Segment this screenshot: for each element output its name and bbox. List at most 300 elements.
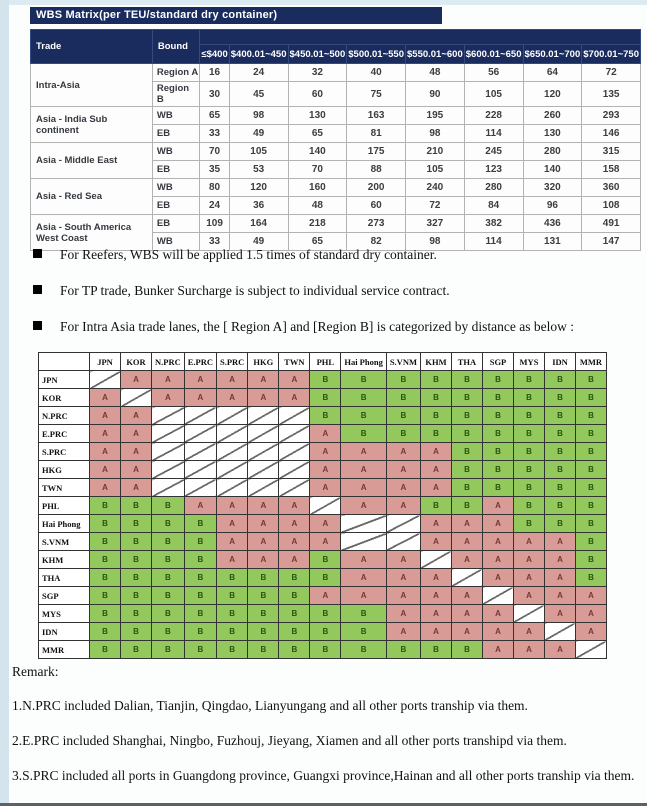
matrix-cell-region-b: B bbox=[121, 569, 152, 587]
matrix-row bbox=[39, 569, 607, 587]
bound-cell: EB bbox=[152, 197, 200, 215]
matrix-cell-not-applicable bbox=[482, 587, 513, 605]
matrix-cell-region-b: B bbox=[575, 515, 606, 533]
rate-value-cell: 98 bbox=[229, 107, 288, 125]
matrix-row bbox=[39, 533, 607, 551]
matrix-cell-region-b: B bbox=[90, 497, 121, 515]
matrix-col-header: KHM bbox=[420, 353, 451, 371]
col-header-price-range: $550.01~600 bbox=[406, 45, 465, 64]
matrix-cell-region-b: B bbox=[152, 569, 185, 587]
matrix-cell-region-a: A bbox=[310, 479, 341, 497]
rate-table-row bbox=[31, 143, 641, 161]
matrix-row-header: Hai Phong bbox=[39, 515, 90, 533]
matrix-cell-region-a: A bbox=[544, 551, 575, 569]
matrix-cell-region-b: B bbox=[341, 605, 387, 623]
matrix-cell-not-applicable bbox=[184, 461, 216, 479]
rate-value-cell: 105 bbox=[464, 82, 523, 107]
matrix-row-header: S.VNM bbox=[39, 533, 90, 551]
rate-value-cell: 45 bbox=[229, 82, 288, 107]
matrix-cell-region-b: B bbox=[513, 407, 544, 425]
rate-value-cell: 260 bbox=[523, 107, 582, 125]
rate-value-cell: 245 bbox=[464, 143, 523, 161]
matrix-cell-region-b: B bbox=[513, 497, 544, 515]
matrix-cell-region-a: A bbox=[279, 371, 310, 389]
matrix-cell-not-applicable bbox=[217, 443, 248, 461]
matrix-cell-region-b: B bbox=[341, 389, 387, 407]
rate-value-cell: 88 bbox=[347, 161, 406, 179]
bound-cell: Region B bbox=[152, 82, 200, 107]
bullet-square-icon bbox=[33, 285, 42, 294]
matrix-cell-region-b: B bbox=[152, 497, 185, 515]
rate-value-cell: 48 bbox=[288, 197, 347, 215]
matrix-cell-not-applicable bbox=[279, 425, 310, 443]
matrix-cell-region-b: B bbox=[386, 425, 420, 443]
rate-value-cell: 109 bbox=[200, 215, 229, 233]
matrix-row bbox=[39, 551, 607, 569]
rate-value-cell: 146 bbox=[582, 125, 641, 143]
matrix-cell-region-b: B bbox=[575, 407, 606, 425]
matrix-row-header: KOR bbox=[39, 389, 90, 407]
matrix-cell-region-a: A bbox=[184, 497, 216, 515]
region-matrix-head bbox=[39, 353, 607, 371]
matrix-cell-region-b: B bbox=[482, 425, 513, 443]
matrix-cell-region-b: B bbox=[513, 443, 544, 461]
matrix-cell-region-a: A bbox=[310, 425, 341, 443]
matrix-row bbox=[39, 389, 607, 407]
trade-cell: Intra-Asia bbox=[31, 64, 153, 107]
rate-value-cell: 33 bbox=[200, 233, 229, 251]
matrix-cell-not-applicable bbox=[248, 461, 279, 479]
matrix-cell-not-applicable bbox=[152, 425, 185, 443]
matrix-cell-region-b: B bbox=[513, 479, 544, 497]
matrix-cell-region-a: A bbox=[90, 389, 121, 407]
matrix-cell-region-a: A bbox=[248, 371, 279, 389]
matrix-row bbox=[39, 371, 607, 389]
matrix-col-header: E.PRC bbox=[184, 353, 216, 371]
rate-value-cell: 82 bbox=[347, 233, 406, 251]
matrix-cell-region-b: B bbox=[90, 569, 121, 587]
matrix-cell-not-applicable bbox=[575, 641, 606, 659]
matrix-cell-region-b: B bbox=[544, 461, 575, 479]
rate-value-cell: 60 bbox=[347, 197, 406, 215]
matrix-cell-not-applicable bbox=[248, 425, 279, 443]
matrix-col-header: Hai Phong bbox=[341, 353, 387, 371]
matrix-cell-region-b: B bbox=[90, 623, 121, 641]
matrix-cell-region-a: A bbox=[217, 551, 248, 569]
matrix-cell-region-a: A bbox=[420, 479, 451, 497]
rate-value-cell: 72 bbox=[582, 64, 641, 82]
note-text: For Reefers, WBS will be applied 1.5 times of standard dry container. bbox=[60, 247, 437, 262]
wbs-rate-table bbox=[30, 29, 641, 251]
matrix-cell-region-b: B bbox=[279, 569, 310, 587]
matrix-cell-region-b: B bbox=[451, 407, 482, 425]
rate-value-cell: 175 bbox=[347, 143, 406, 161]
matrix-col-header: MMR bbox=[575, 353, 606, 371]
matrix-cell-region-b: B bbox=[513, 515, 544, 533]
matrix-cell-region-b: B bbox=[184, 569, 216, 587]
rate-value-cell: 36 bbox=[229, 197, 288, 215]
matrix-cell-not-applicable bbox=[152, 443, 185, 461]
rate-table-head bbox=[31, 30, 641, 64]
matrix-cell-region-b: B bbox=[482, 407, 513, 425]
bound-cell: WB bbox=[152, 143, 200, 161]
matrix-cell-region-b: B bbox=[575, 569, 606, 587]
matrix-cell-region-b: B bbox=[544, 425, 575, 443]
matrix-cell-region-a: A bbox=[451, 551, 482, 569]
rate-value-cell: 327 bbox=[406, 215, 465, 233]
matrix-cell-region-b: B bbox=[482, 461, 513, 479]
matrix-cell-not-applicable bbox=[152, 461, 185, 479]
matrix-cell-region-b: B bbox=[90, 533, 121, 551]
rate-value-cell: 293 bbox=[582, 107, 641, 125]
rate-value-cell: 135 bbox=[582, 82, 641, 107]
matrix-cell-region-b: B bbox=[386, 641, 420, 659]
matrix-cell-region-b: B bbox=[217, 605, 248, 623]
rate-value-cell: 218 bbox=[288, 215, 347, 233]
rate-value-cell: 65 bbox=[200, 107, 229, 125]
matrix-cell-region-b: B bbox=[248, 605, 279, 623]
matrix-row-header: N.PRC bbox=[39, 407, 90, 425]
rate-value-cell: 114 bbox=[464, 125, 523, 143]
rate-value-cell: 49 bbox=[229, 125, 288, 143]
matrix-cell-region-a: A bbox=[217, 389, 248, 407]
rate-value-cell: 200 bbox=[347, 179, 406, 197]
matrix-cell-region-a: A bbox=[310, 533, 341, 551]
trade-cell: Asia - South America West Coast bbox=[31, 215, 153, 251]
rate-value-cell: 315 bbox=[582, 143, 641, 161]
matrix-row bbox=[39, 425, 607, 443]
matrix-cell-region-b: B bbox=[420, 425, 451, 443]
matrix-corner-cell bbox=[39, 353, 90, 371]
matrix-cell-not-applicable bbox=[420, 551, 451, 569]
matrix-cell-not-applicable bbox=[121, 389, 152, 407]
matrix-cell-region-a: A bbox=[575, 587, 606, 605]
matrix-row-header: THA bbox=[39, 569, 90, 587]
matrix-row-header: E.PRC bbox=[39, 425, 90, 443]
rate-value-cell: 105 bbox=[406, 161, 465, 179]
rate-value-cell: 147 bbox=[582, 233, 641, 251]
matrix-row-header: HKG bbox=[39, 461, 90, 479]
matrix-cell-region-b: B bbox=[184, 587, 216, 605]
matrix-cell-not-applicable bbox=[386, 515, 420, 533]
matrix-cell-region-a: A bbox=[482, 515, 513, 533]
matrix-cell-region-b: B bbox=[451, 479, 482, 497]
matrix-cell-region-b: B bbox=[544, 497, 575, 515]
matrix-cell-region-a: A bbox=[482, 569, 513, 587]
rate-value-cell: 40 bbox=[347, 64, 406, 82]
matrix-cell-not-applicable bbox=[184, 443, 216, 461]
rate-table-row bbox=[31, 64, 641, 82]
rate-value-cell: 30 bbox=[200, 82, 229, 107]
matrix-row bbox=[39, 443, 607, 461]
matrix-cell-region-b: B bbox=[121, 623, 152, 641]
matrix-cell-region-b: B bbox=[482, 479, 513, 497]
rate-value-cell: 160 bbox=[288, 179, 347, 197]
matrix-cell-region-a: A bbox=[121, 461, 152, 479]
note-item bbox=[33, 282, 633, 299]
bound-cell: WB bbox=[152, 179, 200, 197]
matrix-cell-region-a: A bbox=[575, 605, 606, 623]
rate-value-cell: 108 bbox=[582, 197, 641, 215]
rate-value-cell: 105 bbox=[229, 143, 288, 161]
rate-value-cell: 98 bbox=[406, 125, 465, 143]
rate-value-cell: 16 bbox=[200, 64, 229, 82]
matrix-cell-region-b: B bbox=[420, 389, 451, 407]
matrix-cell-region-b: B bbox=[279, 587, 310, 605]
matrix-cell-region-a: A bbox=[451, 587, 482, 605]
matrix-cell-region-b: B bbox=[90, 605, 121, 623]
matrix-cell-not-applicable bbox=[279, 461, 310, 479]
matrix-cell-region-a: A bbox=[248, 389, 279, 407]
matrix-cell-region-a: A bbox=[248, 515, 279, 533]
matrix-row bbox=[39, 587, 607, 605]
matrix-cell-region-a: A bbox=[90, 443, 121, 461]
matrix-cell-not-applicable bbox=[217, 425, 248, 443]
matrix-cell-region-a: A bbox=[310, 587, 341, 605]
rate-value-cell: 33 bbox=[200, 125, 229, 143]
remark-item: 2.E.PRC included Shanghai, Ningbo, Fuzhouj, Jieyang, Xiamen and all other ports transhipd via them. bbox=[12, 733, 567, 749]
rate-value-cell: 35 bbox=[200, 161, 229, 179]
matrix-cell-region-a: A bbox=[386, 479, 420, 497]
matrix-cell-region-b: B bbox=[575, 371, 606, 389]
matrix-cell-region-a: A bbox=[217, 371, 248, 389]
rate-value-cell: 72 bbox=[406, 197, 465, 215]
matrix-cell-region-a: A bbox=[482, 551, 513, 569]
matrix-col-header: HKG bbox=[248, 353, 279, 371]
matrix-cell-region-a: A bbox=[420, 569, 451, 587]
matrix-cell-region-a: A bbox=[90, 479, 121, 497]
rate-value-cell: 120 bbox=[229, 179, 288, 197]
rate-value-cell: 48 bbox=[406, 64, 465, 82]
bound-cell: WB bbox=[152, 107, 200, 125]
matrix-cell-not-applicable bbox=[310, 497, 341, 515]
rate-value-cell: 123 bbox=[464, 161, 523, 179]
remark-item: 3.S.PRC included all ports in Guangdong province, Guangxi province,Hainan and all other ports tranship via them. bbox=[12, 768, 635, 784]
matrix-cell-region-b: B bbox=[217, 641, 248, 659]
matrix-cell-region-a: A bbox=[544, 605, 575, 623]
region-matrix-table bbox=[38, 352, 607, 659]
rate-value-cell: 24 bbox=[229, 64, 288, 82]
matrix-cell-region-b: B bbox=[544, 443, 575, 461]
rate-table-row bbox=[31, 179, 641, 197]
matrix-cell-region-a: A bbox=[90, 461, 121, 479]
matrix-cell-region-b: B bbox=[121, 515, 152, 533]
matrix-cell-region-b: B bbox=[544, 479, 575, 497]
matrix-cell-region-a: A bbox=[482, 623, 513, 641]
remarks-heading: Remark: bbox=[12, 664, 59, 679]
matrix-cell-not-applicable bbox=[279, 407, 310, 425]
rate-value-cell: 96 bbox=[523, 197, 582, 215]
matrix-cell-region-b: B bbox=[310, 407, 341, 425]
matrix-cell-region-b: B bbox=[184, 623, 216, 641]
matrix-cell-region-b: B bbox=[544, 515, 575, 533]
matrix-cell-region-b: B bbox=[575, 551, 606, 569]
matrix-cell-region-b: B bbox=[217, 587, 248, 605]
matrix-cell-not-applicable bbox=[217, 461, 248, 479]
matrix-cell-region-b: B bbox=[152, 533, 185, 551]
note-item bbox=[33, 246, 633, 263]
matrix-cell-region-b: B bbox=[420, 497, 451, 515]
rate-value-cell: 130 bbox=[288, 107, 347, 125]
trade-cell: Asia - Red Sea bbox=[31, 179, 153, 215]
matrix-cell-region-b: B bbox=[184, 515, 216, 533]
rate-value-cell: 140 bbox=[523, 161, 582, 179]
matrix-cell-region-a: A bbox=[386, 587, 420, 605]
matrix-cell-region-b: B bbox=[152, 515, 185, 533]
matrix-cell-not-applicable bbox=[451, 569, 482, 587]
remarks-list bbox=[12, 695, 642, 787]
matrix-cell-region-b: B bbox=[184, 533, 216, 551]
rate-value-cell: 210 bbox=[406, 143, 465, 161]
matrix-cell-region-a: A bbox=[420, 587, 451, 605]
matrix-cell-region-b: B bbox=[90, 587, 121, 605]
rate-value-cell: 70 bbox=[200, 143, 229, 161]
matrix-row bbox=[39, 515, 607, 533]
matrix-cell-region-b: B bbox=[152, 641, 185, 659]
header-band bbox=[200, 30, 641, 45]
note-text: For Intra Asia trade lanes, the [ Region A] and [Region B] is categorized by distance as below : bbox=[60, 319, 574, 334]
bullet-square-icon bbox=[33, 321, 42, 330]
matrix-cell-region-b: B bbox=[121, 497, 152, 515]
matrix-cell-region-b: B bbox=[575, 497, 606, 515]
matrix-col-header: JPN bbox=[90, 353, 121, 371]
matrix-cell-region-a: A bbox=[310, 443, 341, 461]
matrix-cell-region-a: A bbox=[386, 623, 420, 641]
matrix-cell-region-a: A bbox=[575, 623, 606, 641]
matrix-cell-region-b: B bbox=[248, 587, 279, 605]
matrix-cell-region-a: A bbox=[420, 443, 451, 461]
matrix-cell-not-applicable bbox=[341, 515, 387, 533]
matrix-cell-region-a: A bbox=[451, 623, 482, 641]
matrix-cell-not-applicable bbox=[248, 479, 279, 497]
bound-cell: EB bbox=[152, 125, 200, 143]
matrix-cell-not-applicable bbox=[90, 371, 121, 389]
rate-value-cell: 491 bbox=[582, 215, 641, 233]
matrix-row-header: S.PRC bbox=[39, 443, 90, 461]
matrix-cell-region-b: B bbox=[451, 371, 482, 389]
matrix-col-header: PHL bbox=[310, 353, 341, 371]
matrix-col-header: KOR bbox=[121, 353, 152, 371]
matrix-row-header: JPN bbox=[39, 371, 90, 389]
bullet-square-icon bbox=[33, 249, 42, 258]
remarks-section bbox=[12, 664, 642, 799]
matrix-cell-region-a: A bbox=[152, 371, 185, 389]
matrix-cell-region-b: B bbox=[310, 389, 341, 407]
matrix-cell-region-b: B bbox=[420, 371, 451, 389]
col-header-price-range: ≤$400 bbox=[200, 45, 229, 64]
matrix-cell-region-b: B bbox=[90, 641, 121, 659]
matrix-cell-region-a: A bbox=[544, 641, 575, 659]
matrix-cell-region-b: B bbox=[184, 605, 216, 623]
matrix-cell-region-a: A bbox=[513, 587, 544, 605]
rate-value-cell: 80 bbox=[200, 179, 229, 197]
rate-table-row bbox=[31, 107, 641, 125]
matrix-cell-region-b: B bbox=[152, 605, 185, 623]
matrix-cell-not-applicable bbox=[184, 425, 216, 443]
col-header-price-range: $500.01~550 bbox=[347, 45, 406, 64]
matrix-cell-region-b: B bbox=[248, 641, 279, 659]
matrix-cell-region-b: B bbox=[217, 623, 248, 641]
matrix-cell-region-a: A bbox=[248, 497, 279, 515]
matrix-cell-region-a: A bbox=[451, 533, 482, 551]
rate-value-cell: 280 bbox=[464, 179, 523, 197]
matrix-cell-region-a: A bbox=[544, 533, 575, 551]
matrix-cell-region-b: B bbox=[420, 407, 451, 425]
matrix-row-header: SGP bbox=[39, 587, 90, 605]
matrix-row bbox=[39, 623, 607, 641]
matrix-cell-region-a: A bbox=[184, 371, 216, 389]
matrix-cell-region-a: A bbox=[217, 533, 248, 551]
bound-cell: EB bbox=[152, 215, 200, 233]
col-header-price-range: $450.01~500 bbox=[288, 45, 347, 64]
matrix-row bbox=[39, 407, 607, 425]
matrix-cell-region-b: B bbox=[451, 497, 482, 515]
matrix-cell-region-b: B bbox=[310, 371, 341, 389]
matrix-cell-region-a: A bbox=[420, 533, 451, 551]
matrix-cell-region-a: A bbox=[341, 497, 387, 515]
rate-value-cell: 60 bbox=[288, 82, 347, 107]
matrix-cell-region-a: A bbox=[544, 569, 575, 587]
matrix-cell-not-applicable bbox=[341, 533, 387, 551]
trade-cell: Asia - India Sub continent bbox=[31, 107, 153, 143]
matrix-cell-region-a: A bbox=[279, 515, 310, 533]
rate-value-cell: 280 bbox=[523, 143, 582, 161]
rate-value-cell: 382 bbox=[464, 215, 523, 233]
notes-list bbox=[33, 246, 633, 354]
matrix-cell-region-b: B bbox=[386, 371, 420, 389]
remark-item: 1.N.PRC included Dalian, Tianjin, Qingdao, Lianyungang and all other ports tranship via them. bbox=[12, 698, 528, 713]
matrix-col-header: S.VNM bbox=[386, 353, 420, 371]
bound-cell: WB bbox=[152, 233, 200, 251]
rate-value-cell: 32 bbox=[288, 64, 347, 82]
matrix-cell-not-applicable bbox=[217, 407, 248, 425]
rate-value-cell: 140 bbox=[288, 143, 347, 161]
matrix-cell-region-a: A bbox=[451, 515, 482, 533]
matrix-row-header: IDN bbox=[39, 623, 90, 641]
matrix-cell-region-b: B bbox=[121, 533, 152, 551]
col-header-price-range: $400.01~450 bbox=[229, 45, 288, 64]
matrix-cell-region-a: A bbox=[341, 479, 387, 497]
matrix-cell-region-a: A bbox=[386, 497, 420, 515]
matrix-row bbox=[39, 605, 607, 623]
matrix-cell-region-b: B bbox=[420, 641, 451, 659]
matrix-cell-region-a: A bbox=[248, 551, 279, 569]
matrix-cell-region-b: B bbox=[310, 623, 341, 641]
matrix-cell-region-a: A bbox=[420, 623, 451, 641]
matrix-cell-region-b: B bbox=[152, 623, 185, 641]
matrix-cell-region-a: A bbox=[310, 461, 341, 479]
col-header-price-range: $700.01~750 bbox=[582, 45, 641, 64]
matrix-cell-region-a: A bbox=[121, 479, 152, 497]
trade-cell: Asia - Middle East bbox=[31, 143, 153, 179]
matrix-cell-not-applicable bbox=[248, 407, 279, 425]
matrix-cell-region-a: A bbox=[121, 407, 152, 425]
rate-table-row bbox=[31, 215, 641, 233]
matrix-cell-region-b: B bbox=[279, 623, 310, 641]
matrix-cell-region-b: B bbox=[575, 479, 606, 497]
matrix-cell-region-b: B bbox=[575, 389, 606, 407]
matrix-cell-region-b: B bbox=[341, 425, 387, 443]
matrix-cell-region-a: A bbox=[451, 605, 482, 623]
matrix-cell-region-a: A bbox=[386, 605, 420, 623]
matrix-cell-region-a: A bbox=[420, 515, 451, 533]
matrix-row-header: MYS bbox=[39, 605, 90, 623]
rate-value-cell: 320 bbox=[523, 179, 582, 197]
matrix-cell-region-b: B bbox=[451, 641, 482, 659]
matrix-cell-region-b: B bbox=[310, 569, 341, 587]
matrix-cell-region-a: A bbox=[121, 443, 152, 461]
matrix-cell-region-b: B bbox=[341, 623, 387, 641]
